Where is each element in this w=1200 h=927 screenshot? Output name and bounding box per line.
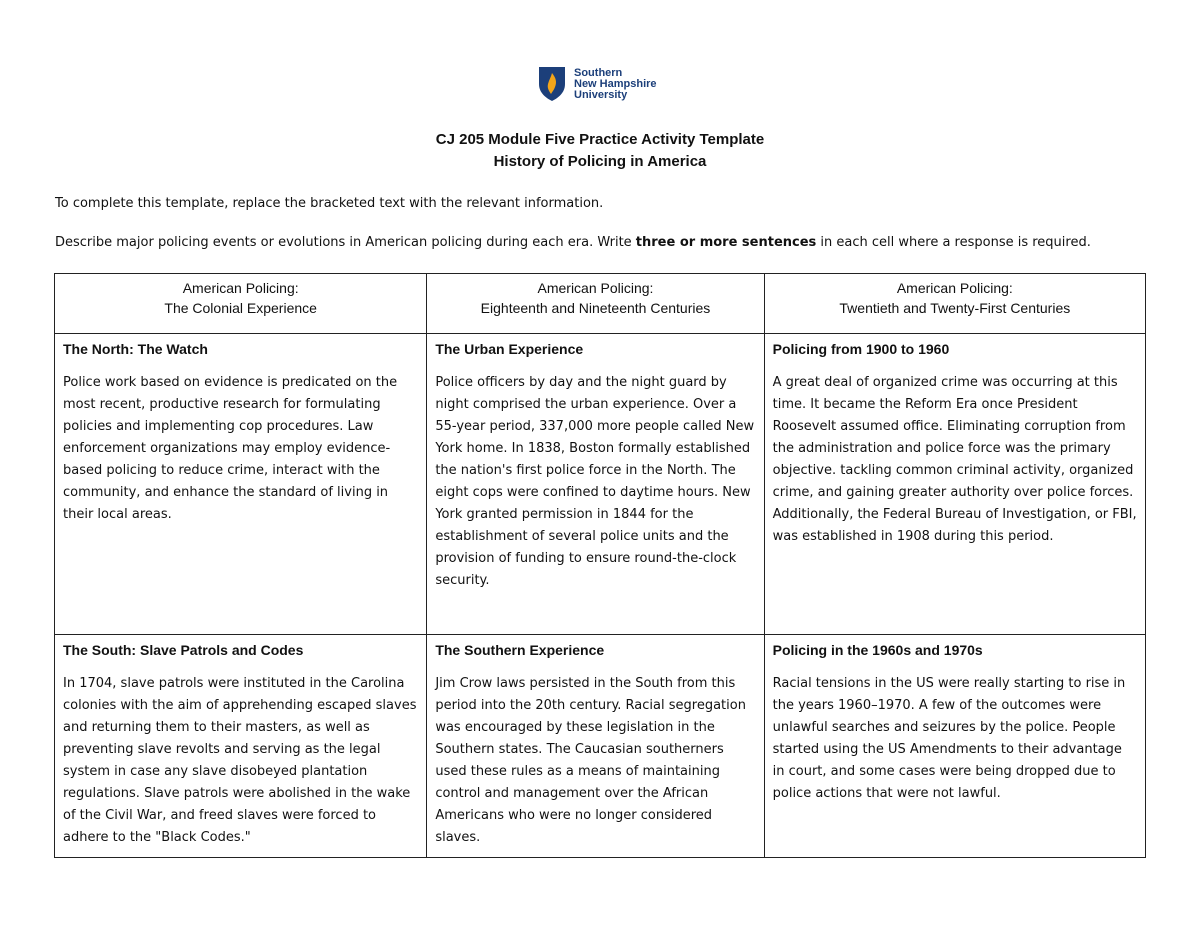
header-line-2: Twentieth and Twenty-First Centuries bbox=[839, 300, 1071, 316]
table-cell-southern-experience[interactable] bbox=[427, 635, 764, 858]
document-subtitle: History of Policing in America bbox=[493, 153, 707, 170]
cell-heading: The South: Slave Patrols and Codes bbox=[63, 642, 304, 658]
document-title: CJ 205 Module Five Practice Activity Template bbox=[435, 131, 765, 148]
header-line-2: Eighteenth and Nineteenth Centuries bbox=[480, 300, 711, 316]
table-cell-south-slave-patrols[interactable] bbox=[55, 635, 427, 858]
instruction-text-end: in each cell where a response is required. bbox=[816, 235, 1091, 250]
table-cell-urban-experience[interactable] bbox=[427, 334, 764, 635]
header-20th-21st bbox=[764, 274, 1145, 334]
logo-line-2: New Hampshire bbox=[574, 77, 657, 90]
table-row bbox=[55, 635, 1146, 858]
table-header-row bbox=[55, 274, 1146, 334]
cell-response: A great deal of organized crime was occurring at this time. It became the Reform Era once President Roosevelt assumed office. Eliminating corruption from the administration and police force was the primary objective. tackling common criminal activity, organized crime, and gaining greater authority over police forces. Additionally, the Federal Bureau of Investigation, or FBI, was established in 1908 during this period. bbox=[772, 375, 1137, 544]
logo-line-3: University bbox=[574, 88, 628, 101]
table-cell-policing-1900-1960[interactable] bbox=[764, 334, 1145, 635]
table-cell-north-watch[interactable] bbox=[55, 334, 427, 635]
instruction-paragraph-1: To complete this template, replace the bracketed text with the relevant information. bbox=[55, 196, 604, 211]
header-line-2: The Colonial Experience bbox=[164, 300, 317, 316]
instruction-paragraph-2 bbox=[55, 235, 1091, 251]
logo-line-1: Southern bbox=[574, 66, 623, 79]
policing-history-table bbox=[54, 273, 1146, 858]
table-cell-policing-1960s-1970s[interactable] bbox=[764, 635, 1145, 858]
cell-heading: The North: The Watch bbox=[63, 341, 208, 357]
cell-heading: Policing in the 1960s and 1970s bbox=[772, 642, 983, 658]
header-line-1: American Policing: bbox=[896, 280, 1013, 296]
cell-response: Police officers by day and the night guard by night comprised the urban experience. Over a 55-year period, 337,000 more people called New York home. In 1838, Boston formally established the nation's first police force in the North. The eight cops were confined to daytime hours. New York granted permission in 1844 for the establishment of several police units and the provision of funding to ensure round-the-clock security. bbox=[435, 375, 755, 588]
cell-response: Racial tensions in the US were really starting to rise in the years 1960–1970. A few of the outcomes were unlawful searches and seizures by the police. People started using the US Amendments to their advantage in court, and some cases were being dropped due to police actions that were not lawful. bbox=[772, 676, 1126, 801]
logo-wordmark bbox=[574, 68, 657, 101]
shield-flame-icon bbox=[538, 66, 566, 102]
cell-heading: The Urban Experience bbox=[435, 341, 584, 357]
cell-response: Police work based on evidence is predicated on the most recent, productive research for formulating policies and implementing cop procedures. Law enforcement organizations may employ evidence-based policing to reduce crime, interact with the community, and enhance the standard of living in their local areas. bbox=[63, 375, 398, 522]
header-line-1: American Policing: bbox=[182, 280, 299, 296]
header-18th-19th bbox=[427, 274, 764, 334]
university-logo bbox=[538, 64, 668, 104]
header-colonial bbox=[55, 274, 427, 334]
header-line-1: American Policing: bbox=[537, 280, 654, 296]
cell-heading: The Southern Experience bbox=[435, 642, 605, 658]
instruction-emphasis: three or more sentences bbox=[635, 235, 817, 250]
cell-response: In 1704, slave patrols were instituted in the Carolina colonies with the aim of apprehending escaped slaves and returning them to their masters, as well as preventing slave revolts and serving as the legal system in case any slave disobeyed plantation regulations. Slave patrols were abolished in the wake of the Civil War, and freed slaves were forced to adhere to the "Black Codes." bbox=[63, 676, 417, 845]
instruction-text-start: Describe major policing events or evolutions in American policing during each era. Write bbox=[55, 235, 636, 250]
cell-heading: Policing from 1900 to 1960 bbox=[772, 341, 950, 357]
table-row bbox=[55, 334, 1146, 635]
cell-response: Jim Crow laws persisted in the South from this period into the 20th century. Racial segregation was encouraged by these legislation in the Southern states. The Caucasian southerners used these rules as a means of maintaining control and management over the African Americans who were no longer considered slaves. bbox=[435, 676, 746, 845]
